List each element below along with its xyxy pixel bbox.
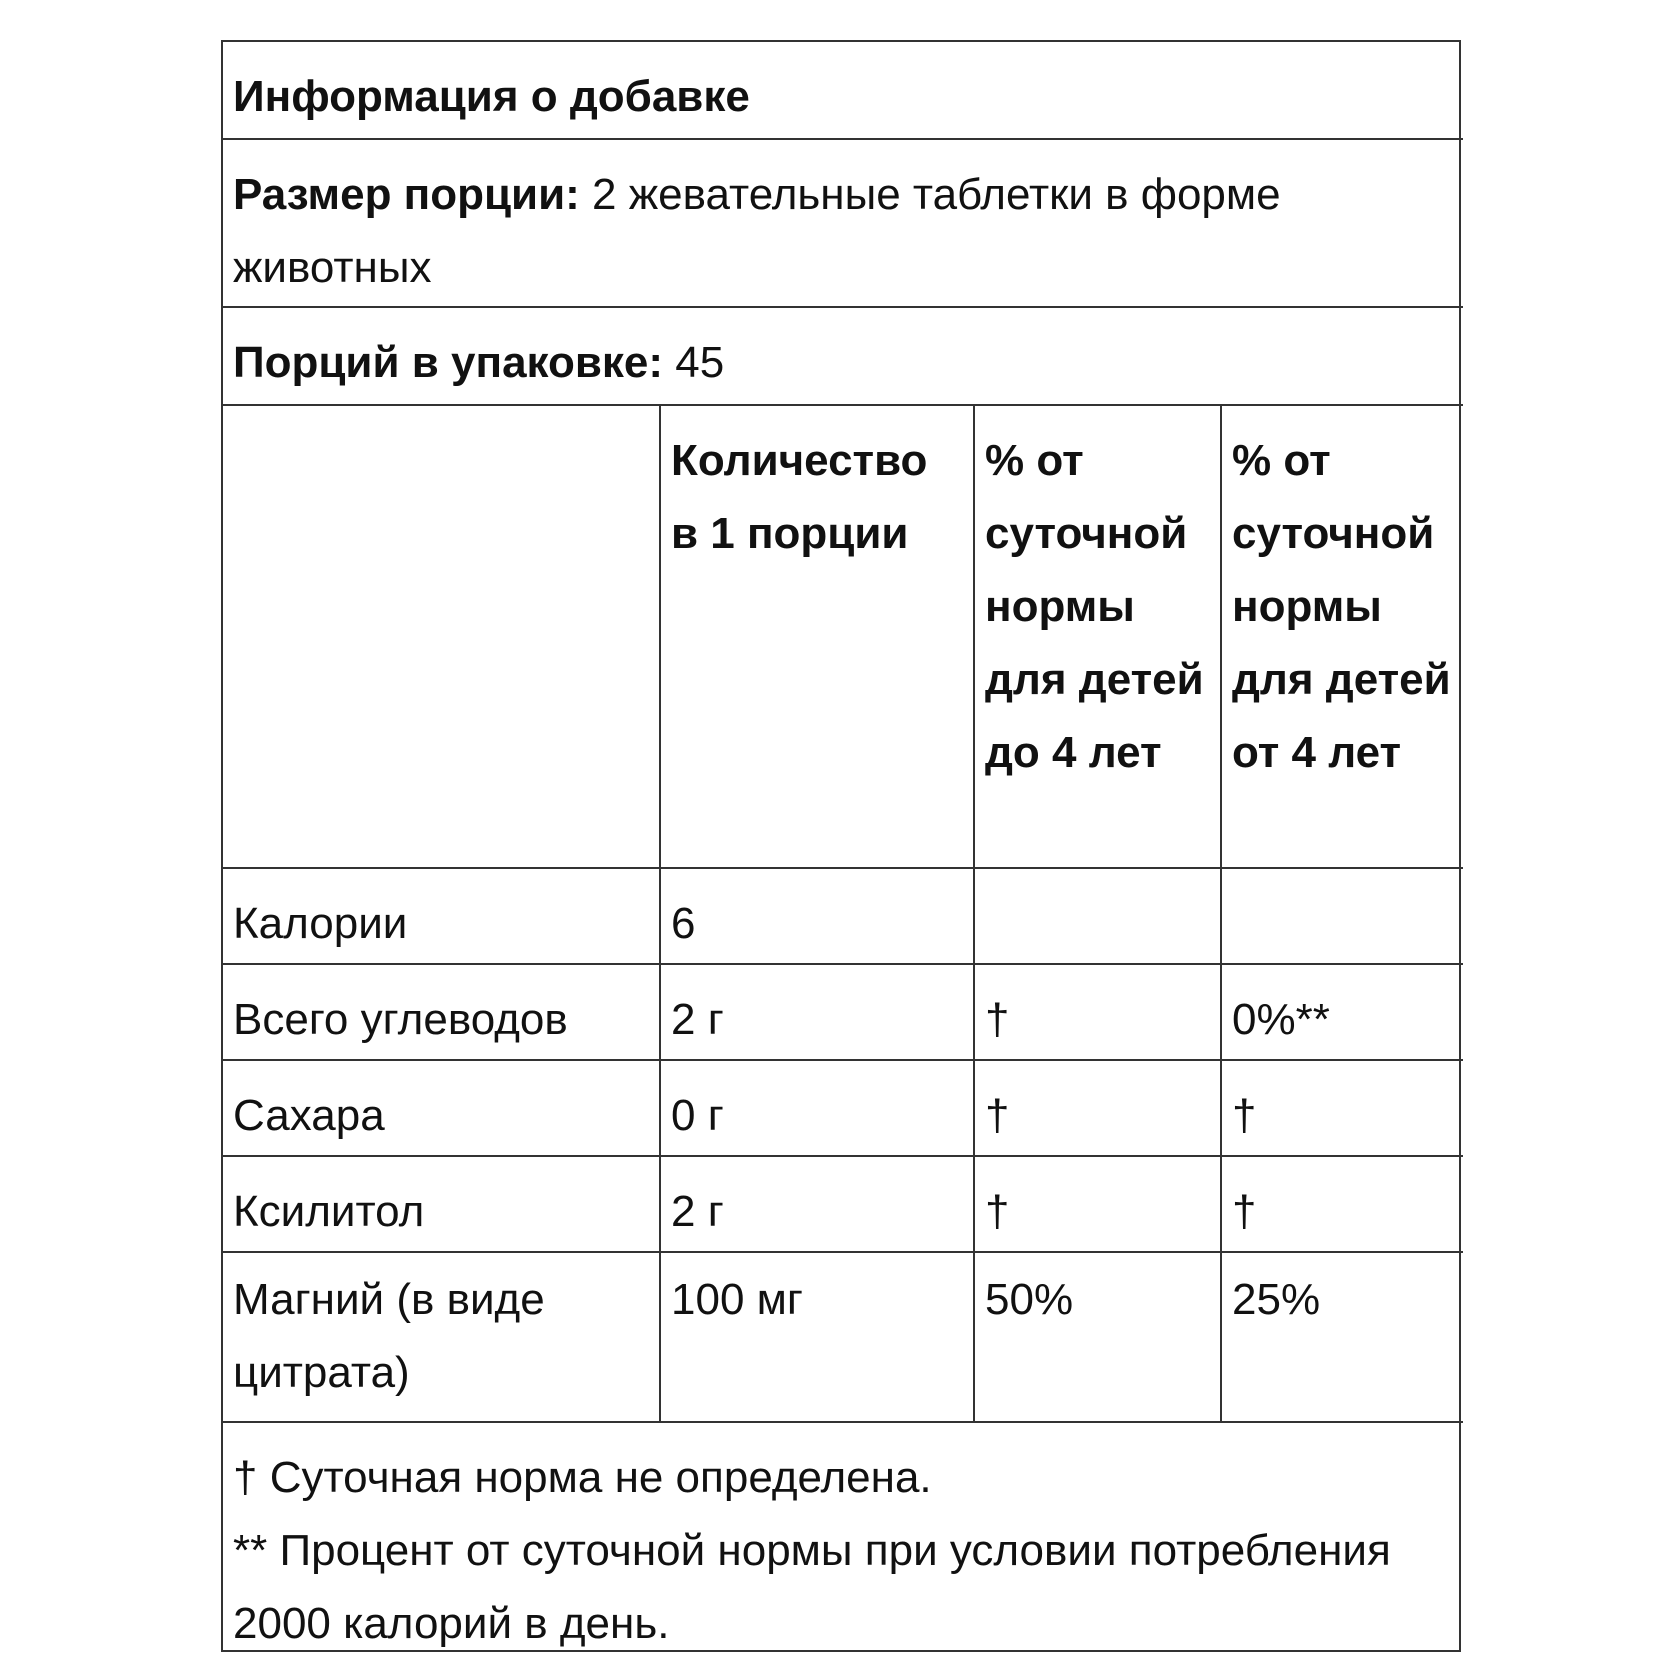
servings-per-container-value: 45 xyxy=(675,338,725,387)
nutrient-amount: 100 мг xyxy=(660,1252,974,1422)
nutrient-dv-4plus: † xyxy=(1221,1156,1463,1252)
nutrient-dv-under4 xyxy=(974,868,1221,964)
header-dv-under4: % от суточной нормы для детей до 4 лет xyxy=(974,405,1221,868)
footnote-dagger: † Суточная норма не определена. xyxy=(233,1453,932,1502)
panel-title: Информация о добавке xyxy=(223,42,1463,139)
nutrient-name: Калории xyxy=(223,868,660,964)
nutrient-dv-under4: 50% xyxy=(974,1252,1221,1422)
nutrient-amount: 2 г xyxy=(660,1156,974,1252)
nutrient-dv-under4: † xyxy=(974,1060,1221,1156)
nutrient-row xyxy=(223,964,1463,1060)
nutrient-dv-under4: † xyxy=(974,964,1221,1060)
nutrient-name: Магний (в виде цитрата) xyxy=(223,1252,660,1422)
serving-size-row xyxy=(223,139,1463,307)
nutrient-dv-4plus xyxy=(1221,868,1463,964)
nutrient-amount: 2 г xyxy=(660,964,974,1060)
nutrient-amount: 0 г xyxy=(660,1060,974,1156)
nutrient-amount: 6 xyxy=(660,868,974,964)
nutrient-name: Сахара xyxy=(223,1060,660,1156)
nutrient-name: Ксилитол xyxy=(223,1156,660,1252)
title-row xyxy=(223,42,1463,139)
servings-per-container-label: Порций в упаковке: xyxy=(233,338,664,387)
nutrient-name: Всего углеводов xyxy=(223,964,660,1060)
footnote-double-asterisk: ** Процент от суточной нормы при условии потребления 2000 калорий в день. xyxy=(233,1526,1391,1648)
header-amount: Количество в 1 порции xyxy=(660,405,974,868)
servings-per-container-cell xyxy=(223,307,1463,405)
column-header-row xyxy=(223,405,1463,868)
header-empty-cell xyxy=(223,405,660,868)
nutrient-dv-4plus: 25% xyxy=(1221,1252,1463,1422)
serving-size-cell xyxy=(223,139,1463,307)
nutrient-dv-under4: † xyxy=(974,1156,1221,1252)
supplement-facts-panel xyxy=(221,40,1461,1652)
footnotes-row xyxy=(223,1422,1463,1660)
nutrient-row xyxy=(223,1156,1463,1252)
serving-size-label: Размер порции: xyxy=(233,170,580,219)
header-dv-4plus: % от суточной нормы для детей от 4 лет xyxy=(1221,405,1463,868)
serving-size-value: 2 жевательные таблетки в форме животных xyxy=(233,170,1281,292)
nutrient-row xyxy=(223,1060,1463,1156)
nutrient-row xyxy=(223,1252,1463,1422)
footnotes-cell xyxy=(223,1422,1463,1660)
nutrient-dv-4plus: 0%** xyxy=(1221,964,1463,1060)
nutrient-row xyxy=(223,868,1463,964)
servings-per-container-row xyxy=(223,307,1463,405)
supplement-facts-table xyxy=(223,42,1463,1660)
nutrient-dv-4plus: † xyxy=(1221,1060,1463,1156)
